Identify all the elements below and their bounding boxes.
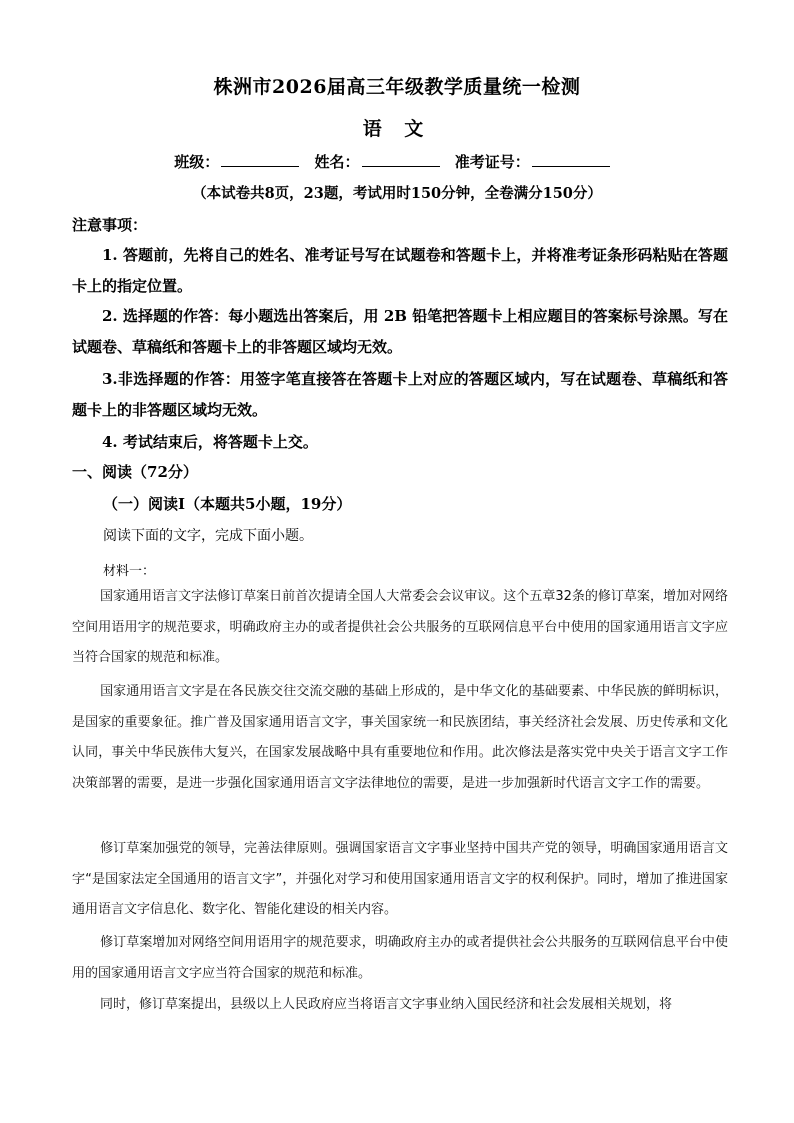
notice-item-text: 2. 选择题的作答：每小题选出答案后，用 2B 铅笔把答题卡上相应题目的答案标号涂黑。写在试题卷、草稿纸和答题卡上的非答题区域均无效。	[72, 307, 728, 356]
paragraph-text: 国家通用语言文字法修订草案日前首次提请全国人大常委会会议审议。这个五章32条的修订草案，增加对网络空间用语用字的规范要求，明确政府主办的或者提供社会公共服务的互联网信息平台中使用的国家通用语言文字应当符合国家的规范和标准。	[72, 589, 728, 665]
paragraph-text: 国家通用语言文字是在各民族交往交流交融的基础上形成的，是中华文化的基础要素、中华民族的鲜明标识，是国家的重要象征。推广普及国家通用语言文字，事关国家统一和民族团结，事关经济社会发展、历史传承和文化认同，事关中华民族伟大复兴，在国家发展战略中具有重要地位和作用。此次修法是落实党中央关于语言文字工作决策部署的需要，是进一步强化国家通用语言文字法律地位的需要，是进一步加强新时代语言文字工作的需要。	[72, 684, 728, 791]
name-label: 姓名：	[314, 153, 360, 171]
exam-id-label: 准考证号：	[454, 153, 530, 171]
material-paragraph	[72, 677, 728, 799]
material-paragraph	[72, 928, 728, 989]
material-paragraph	[72, 990, 728, 1021]
paragraph-text: 修订草案加强党的领导，完善法律原则。强调国家语言文字事业坚持中国共产党的领导，明确国家通用语言文字“是国家法定全国通用的语言文字”，并强化对学习和使用国家通用语言文字的权利保护。同时，增加了推进国家通用语言文字信息化、数字化、智能化建设的相关内容。	[72, 841, 728, 917]
material-paragraph	[72, 582, 728, 674]
material-label: 材料一：	[103, 564, 156, 579]
reading-instruction: 阅读下面的文字，完成下面小题。	[103, 528, 313, 544]
exam-note: （本试卷共8页，23题，考试用时150分钟，全卷满分150分）	[192, 185, 602, 202]
notice-heading: 注意事项：	[72, 216, 148, 234]
notice-item-text: 3.非选择题的作答：用签字笔直接答在答题卡上对应的答题区域内，写在试题卷、草稿纸和答题卡上的非答题区域均无效。	[72, 370, 728, 419]
subject-title: 语 文	[362, 118, 432, 140]
paragraph-text: 同时，修订草案提出，县级以上人民政府应当将语言文字事业纳入国民经济和社会发展相关规划，将	[100, 997, 673, 1012]
notice-item	[72, 301, 728, 363]
exam-title: 株洲市2026届高三年级教学质量统一检测	[213, 76, 581, 98]
notice-item	[72, 240, 728, 302]
notice-item-text: 4. 考试结束后，将答题卡上交。	[102, 433, 318, 451]
notice-item	[72, 427, 728, 458]
class-blank	[221, 152, 299, 167]
student-info-line	[0, 151, 794, 172]
exam-id-blank	[532, 152, 610, 167]
sub-section-heading: （一）阅读Ⅰ（本题共5小题，19分）	[103, 495, 352, 513]
notice-item	[72, 364, 728, 426]
paragraph-text: 修订草案增加对网络空间用语用字的规范要求，明确政府主办的或者提供社会公共服务的互联网信息平台中使用的国家通用语言文字应当符合国家的规范和标准。	[72, 935, 728, 981]
material-paragraph	[72, 834, 728, 926]
notice-item-text: 1. 答题前，先将自己的姓名、准考证号写在试题卷和答题卡上，并将准考证条形码粘贴在答题卡上的指定位置。	[72, 246, 728, 295]
name-blank	[362, 152, 440, 167]
section-heading: 一、阅读（72分）	[72, 463, 198, 481]
class-label: 班级：	[174, 153, 220, 171]
